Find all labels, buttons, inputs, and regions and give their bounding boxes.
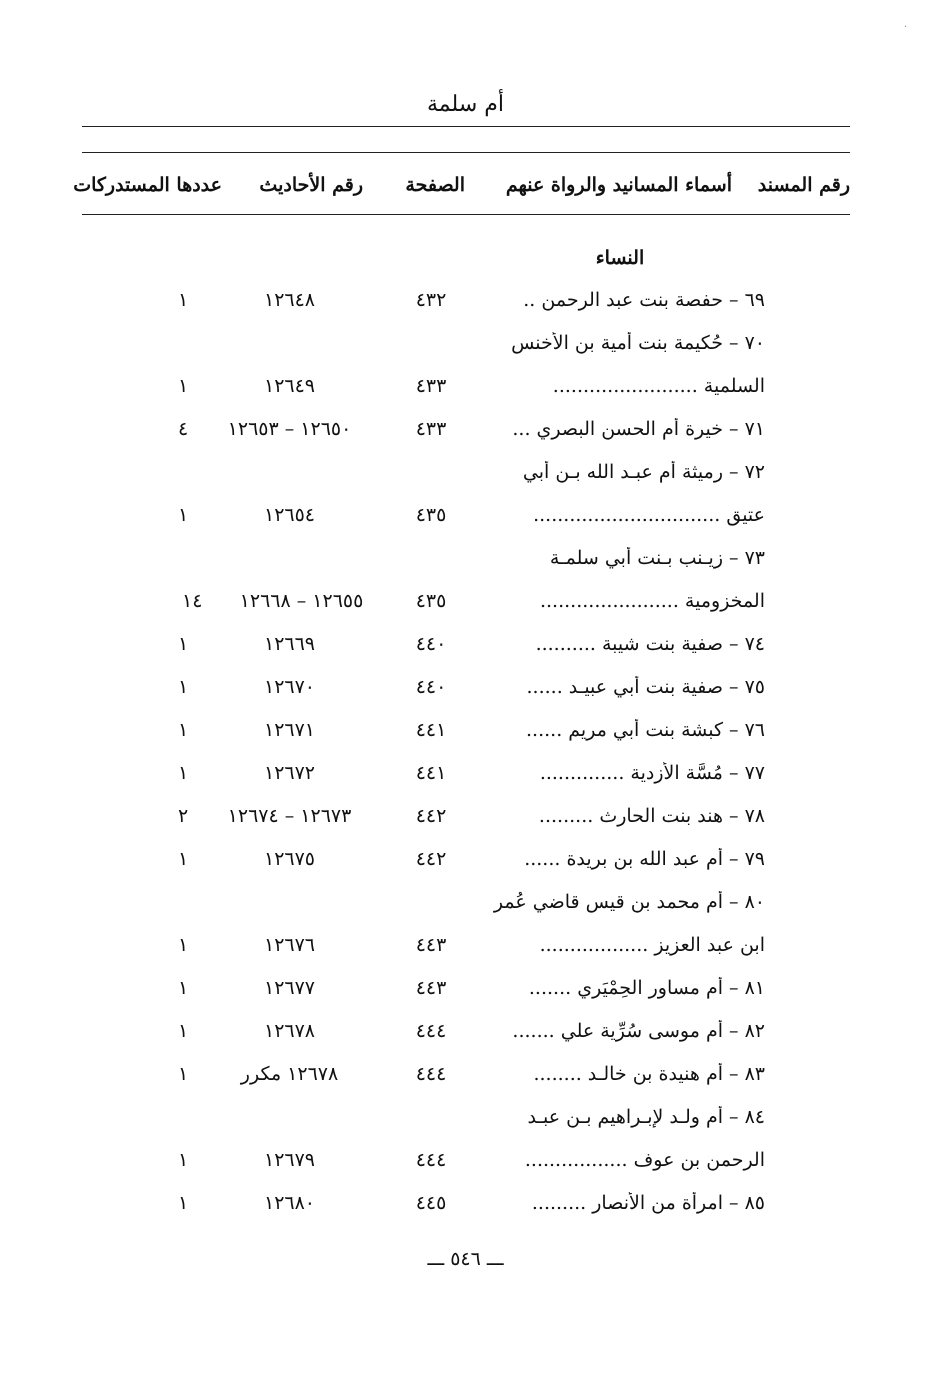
- row-hadith: ١٢٦٧٧: [263, 977, 316, 999]
- row-name: ٧٦ – كبشة بنت أبي مريم ......: [526, 719, 765, 741]
- row-hadith: ١٢٦٧٣ – ١٢٦٧٤: [227, 805, 352, 827]
- row-name: ٨٢ – أم موسى سُرِّية علي .......: [512, 1020, 765, 1042]
- row-page: ٤٤١: [415, 762, 447, 784]
- row-page: ٤٣٥: [415, 590, 447, 612]
- table-row: [82, 1192, 850, 1232]
- corner-mark: ·: [904, 22, 908, 33]
- row-count: ١: [178, 848, 189, 870]
- header-top-rule: [82, 152, 850, 153]
- row-page: ٤٤١: [415, 719, 447, 741]
- header-bottom-rule: [82, 214, 850, 215]
- row-name: ابن عبد العزيز ..................: [539, 934, 765, 956]
- row-count: ١: [178, 289, 189, 311]
- row-hadith: ١٢٦٦٩: [263, 633, 316, 655]
- table-row: [82, 977, 850, 1017]
- row-name: ٨١ – أم مساور الحِمْيَري .......: [528, 977, 765, 999]
- row-name: ٨٠ – أم محمد بن قيس قاضي عُمر: [493, 891, 765, 913]
- row-page: ٤٤٠: [415, 633, 447, 655]
- table-row: [82, 590, 850, 630]
- table-row: [82, 934, 850, 974]
- row-page: ٤٤٣: [415, 934, 447, 956]
- page-number: ـــ ٥٤٦ ـــ: [427, 1248, 504, 1270]
- row-name: ٧٠ – حُكيمة بنت أمية بن الأخنس: [511, 332, 765, 354]
- row-name: ٧١ – خيرة أم الحسن البصري ...: [512, 418, 765, 440]
- row-count: ١: [178, 375, 189, 397]
- table-row: [82, 848, 850, 888]
- col-names: أسماء المسانيد والرواة عنهم: [505, 174, 732, 196]
- row-count: ١: [178, 1063, 189, 1085]
- table-row: [82, 332, 850, 372]
- row-page: ٤٤٠: [415, 676, 447, 698]
- row-hadith: ١٢٦٧٨: [263, 1020, 316, 1042]
- row-name: عتيق ...............................: [533, 504, 765, 526]
- row-name: ٧٤ – صفية بنت شيبة ..........: [535, 633, 765, 655]
- table-row: [82, 762, 850, 802]
- row-name: ٧٣ – زيـنب بـنت أبي سلمـة: [549, 547, 765, 569]
- row-name: ٧٢ – رميثة أم عبـد الله بـن أبي: [522, 461, 765, 483]
- col-page: الصفحة: [405, 174, 465, 196]
- row-count: ٢: [178, 805, 189, 827]
- table-row: [82, 418, 850, 458]
- row-name: ٦٩ – حفصة بنت عبد الرحمن ..: [523, 289, 765, 311]
- col-musnad-number: رقم المسند: [757, 174, 850, 196]
- table-row: [82, 504, 850, 544]
- row-hadith: ١٢٦٧٢: [263, 762, 316, 784]
- row-count: ١: [178, 676, 189, 698]
- row-hadith: ١٢٦٤٨: [263, 289, 316, 311]
- row-name: ٧٥ – صفية بنت أبي عبيـد ......: [526, 676, 765, 698]
- row-count: ١: [178, 1149, 189, 1171]
- row-count: ١: [178, 719, 189, 741]
- row-hadith: ١٢٦٧٩: [263, 1149, 316, 1171]
- table-row: [82, 1063, 850, 1103]
- row-name: ٨٤ – أم ولـد لإبـراهيم بـن عبـد: [527, 1106, 765, 1128]
- row-count: ١: [178, 934, 189, 956]
- row-count: ١: [178, 762, 189, 784]
- row-page: ٤٣٣: [415, 375, 447, 397]
- row-count: ١: [178, 504, 189, 526]
- row-count: ١٤: [182, 590, 203, 612]
- table-row: [82, 375, 850, 415]
- row-hadith: ١٢٦٧٠: [263, 676, 316, 698]
- row-hadith: ١٢٦٥٥ – ١٢٦٦٨: [239, 590, 364, 612]
- row-count: ١: [178, 977, 189, 999]
- title-rule: [82, 126, 850, 127]
- col-hadith-numbers: رقم الأحاديث: [259, 174, 363, 196]
- row-name: الرحمن بن عوف .................: [524, 1149, 765, 1171]
- table-row: [82, 719, 850, 759]
- row-hadith: ١٢٦٧٦: [263, 934, 316, 956]
- row-name: ٧٩ – أم عبد الله بن بريدة ......: [524, 848, 765, 870]
- row-count: ١: [178, 1020, 189, 1042]
- row-name: ٨٣ – أم هنيدة بن خالـد ........: [533, 1063, 765, 1085]
- table-row: [82, 289, 850, 329]
- row-page: ٤٣٥: [415, 504, 447, 526]
- table-row: [82, 1020, 850, 1060]
- row-page: ٤٤٤: [415, 1063, 447, 1085]
- row-hadith: ١٢٦٧٨ مكرر: [240, 1063, 339, 1085]
- row-page: ٤٤٣: [415, 977, 447, 999]
- table-row: [82, 1106, 850, 1146]
- row-page: ٤٤٥: [415, 1192, 447, 1214]
- row-hadith: ١٢٦٧٥: [263, 848, 316, 870]
- row-hadith: ١٢٦٥٠ – ١٢٦٥٣: [227, 418, 352, 440]
- row-page: ٤٣٣: [415, 418, 447, 440]
- row-page: ٤٣٢: [415, 289, 447, 311]
- table-header: [73, 174, 850, 208]
- row-count: ١: [178, 1192, 189, 1214]
- table-row: [82, 461, 850, 501]
- row-page: ٤٤٢: [415, 805, 447, 827]
- table-row: [82, 547, 850, 587]
- row-hadith: ١٢٦٧١: [263, 719, 316, 741]
- row-name: ٧٨ – هند بنت الحارث .........: [538, 805, 765, 827]
- row-hadith: ١٢٦٥٤: [263, 504, 316, 526]
- row-hadith: ١٢٦٨٠: [263, 1192, 316, 1214]
- table-row: [82, 891, 850, 931]
- row-name: المخزومية .......................: [539, 590, 765, 612]
- row-name: السلمية ........................: [552, 375, 765, 397]
- col-count: عددها المستدركات: [73, 174, 222, 196]
- table-row: [82, 1149, 850, 1189]
- row-name: ٧٧ – مُسَّة الأزدية ..............: [539, 762, 765, 784]
- section-title: النساء: [595, 247, 645, 269]
- row-hadith: ١٢٦٤٩: [263, 375, 316, 397]
- table-row: [82, 676, 850, 716]
- page-title: أم سلمة: [427, 92, 504, 117]
- row-page: ٤٤٤: [415, 1149, 447, 1171]
- row-page: ٤٤٤: [415, 1020, 447, 1042]
- table-row: [82, 633, 850, 673]
- row-page: ٤٤٢: [415, 848, 447, 870]
- row-count: ١: [178, 633, 189, 655]
- row-name: ٨٥ – امرأة من الأنصار .........: [531, 1192, 765, 1214]
- row-count: ٤: [178, 418, 189, 440]
- table-row: [82, 805, 850, 845]
